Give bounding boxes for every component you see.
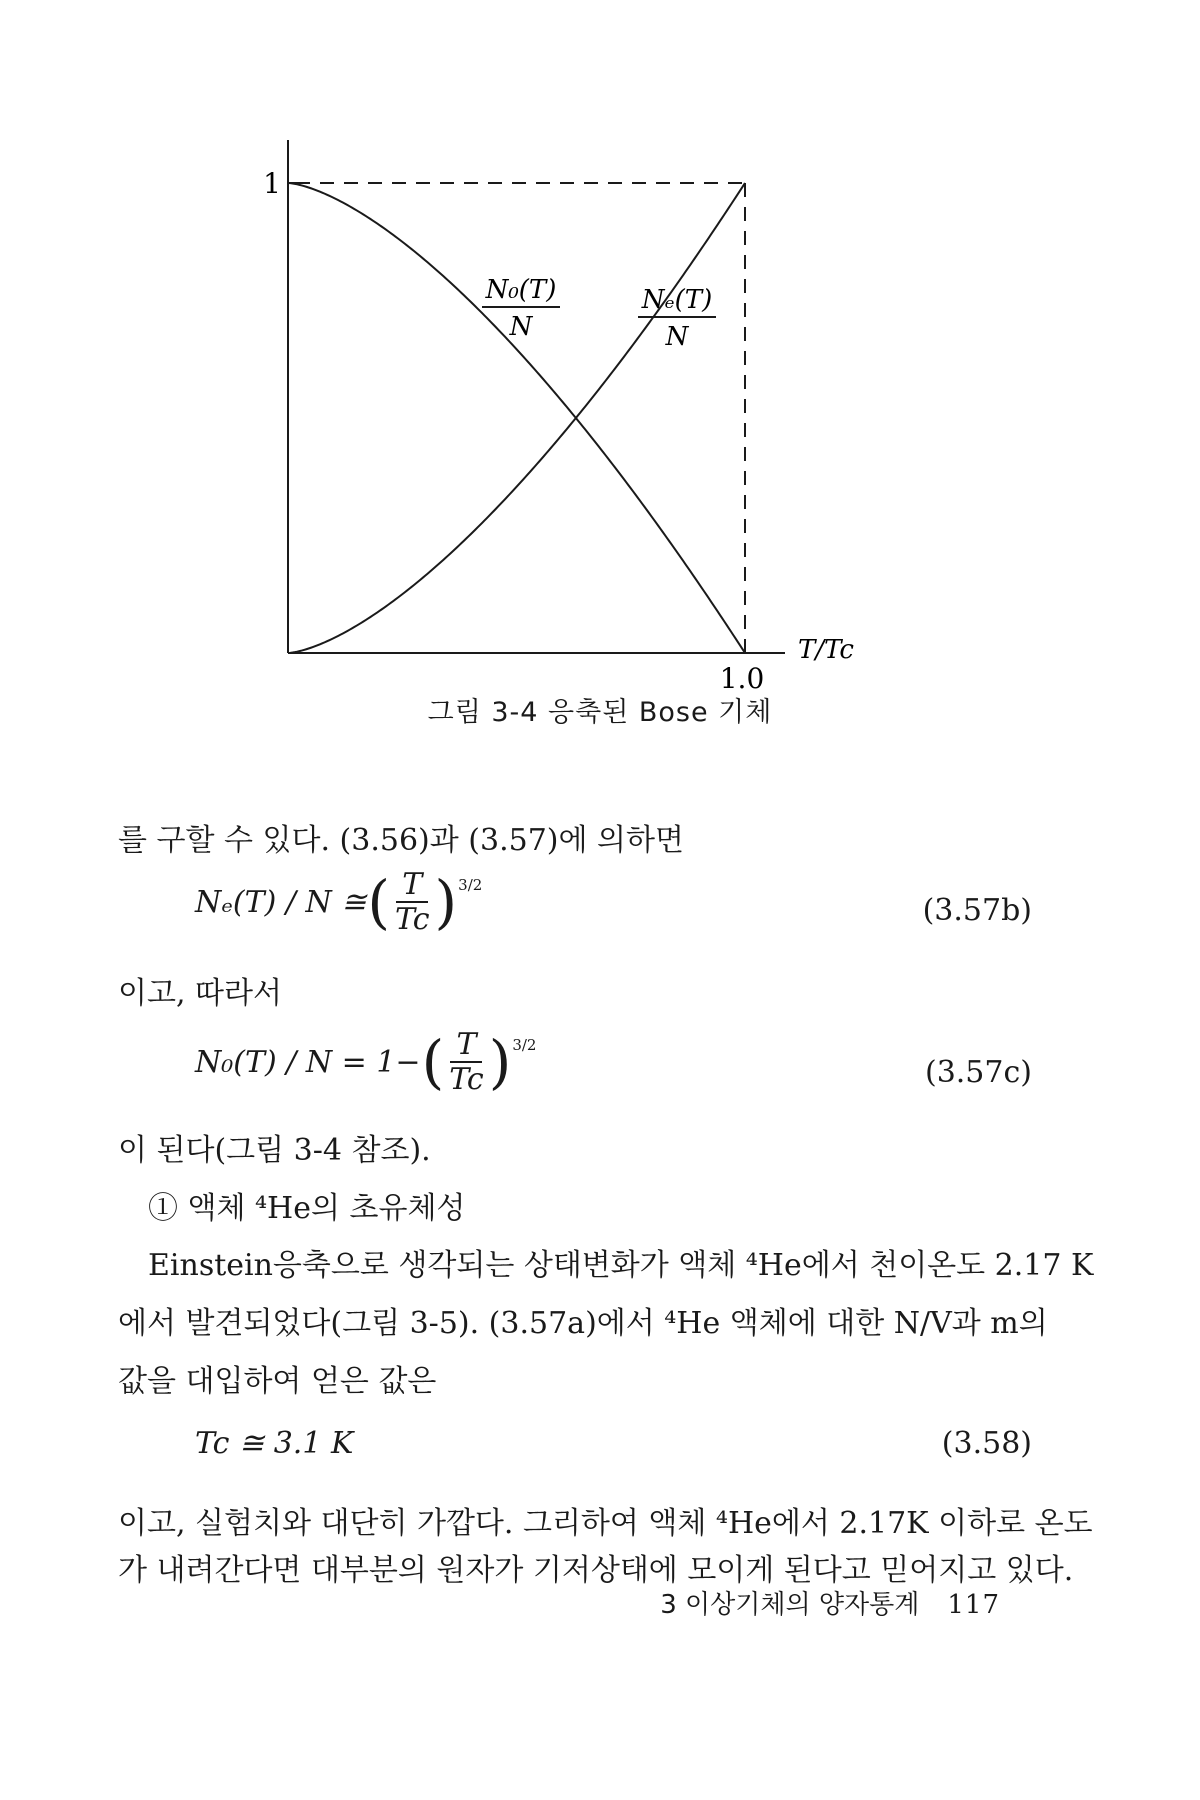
text-line-3: 이 된다(그림 3-4 참조).: [118, 1133, 431, 1168]
y-tick-label: 1: [263, 167, 281, 200]
eq-3-57b-den: Tc: [395, 902, 430, 937]
equation-3-57c: [195, 1028, 536, 1096]
label-n0-denominator: N: [509, 312, 533, 342]
text-line-7: 값을 대입하여 얻은 값은: [118, 1364, 437, 1399]
eq-3-57c-lparen: (: [421, 1028, 445, 1096]
eq-3-57c-den: Tc: [449, 1062, 484, 1097]
equation-3-58: [195, 1426, 353, 1461]
eq-3-57c-exponent: 3/2: [512, 1036, 537, 1054]
footer-chapter: 3 이상기체의 양자통계: [660, 1590, 920, 1620]
equation-3-57b-number: (3.57b): [922, 893, 1032, 928]
eq-3-57b-lhs: Nₑ(T) / N ≅: [195, 884, 367, 920]
curve-n0-line: [288, 183, 745, 653]
eq-3-57b-rparen: ): [434, 868, 458, 936]
equation-3-58-number: (3.58): [941, 1426, 1032, 1461]
eq-3-57c-num: T: [450, 1028, 482, 1063]
label-n0: [482, 275, 560, 342]
page-footer: [660, 1584, 1000, 1621]
text-line-6: 에서 발견되었다(그림 3-5). (3.57a)에서 ⁴He 액체에 대한 N/V과 m의: [118, 1306, 1048, 1341]
eq-3-57b-lparen: (: [367, 868, 391, 936]
eq-3-57b-num: T: [396, 868, 428, 903]
bose-condensation-figure: [0, 0, 1200, 760]
label-ne: [638, 285, 716, 352]
label-ne-denominator: N: [665, 322, 689, 352]
equation-3-57c-number: (3.57c): [924, 1055, 1032, 1090]
text-line-2: 이고, 따라서: [118, 976, 282, 1011]
section-heading: ① 액체 ⁴He의 초유체성: [148, 1191, 466, 1226]
label-n0-numerator: N₀(T): [485, 275, 557, 305]
equation-3-57b: [195, 868, 482, 936]
figure-caption: 그림 3-4 응축된 Bose 기체: [427, 697, 773, 728]
text-line-9: 가 내려간다면 대부분의 원자가 기저상태에 모이게 된다고 믿어지고 있다.: [118, 1553, 1074, 1588]
x-tick-label: 1.0: [719, 662, 765, 695]
eq-3-57b-exponent: 3/2: [458, 876, 483, 894]
label-ne-numerator: Nₑ(T): [641, 285, 713, 315]
x-axis-label: T/Tc: [798, 635, 854, 665]
page-number: 117: [947, 1590, 1000, 1620]
eq-3-57c-lhs: N₀(T) / N = 1−: [195, 1044, 421, 1080]
eq-3-58-lhs: Tc ≅ 3.1 K: [195, 1426, 354, 1461]
eq-3-57c-rparen: ): [488, 1028, 512, 1096]
curve-ne-line: [288, 183, 745, 653]
eq-3-57c-fraction: [449, 1028, 483, 1096]
text-line-8: 이고, 실험치와 대단히 가깝다. 그리하여 액체 ⁴He에서 2.17K 이하로 온도: [118, 1506, 1093, 1541]
text-line-5: Einstein응축으로 생각되는 상태변화가 액체 ⁴He에서 천이온도 2.17 K: [148, 1248, 1094, 1283]
text-line-1: 를 구할 수 있다. (3.56)과 (3.57)에 의하면: [118, 823, 684, 858]
eq-3-57b-fraction: [395, 868, 429, 936]
